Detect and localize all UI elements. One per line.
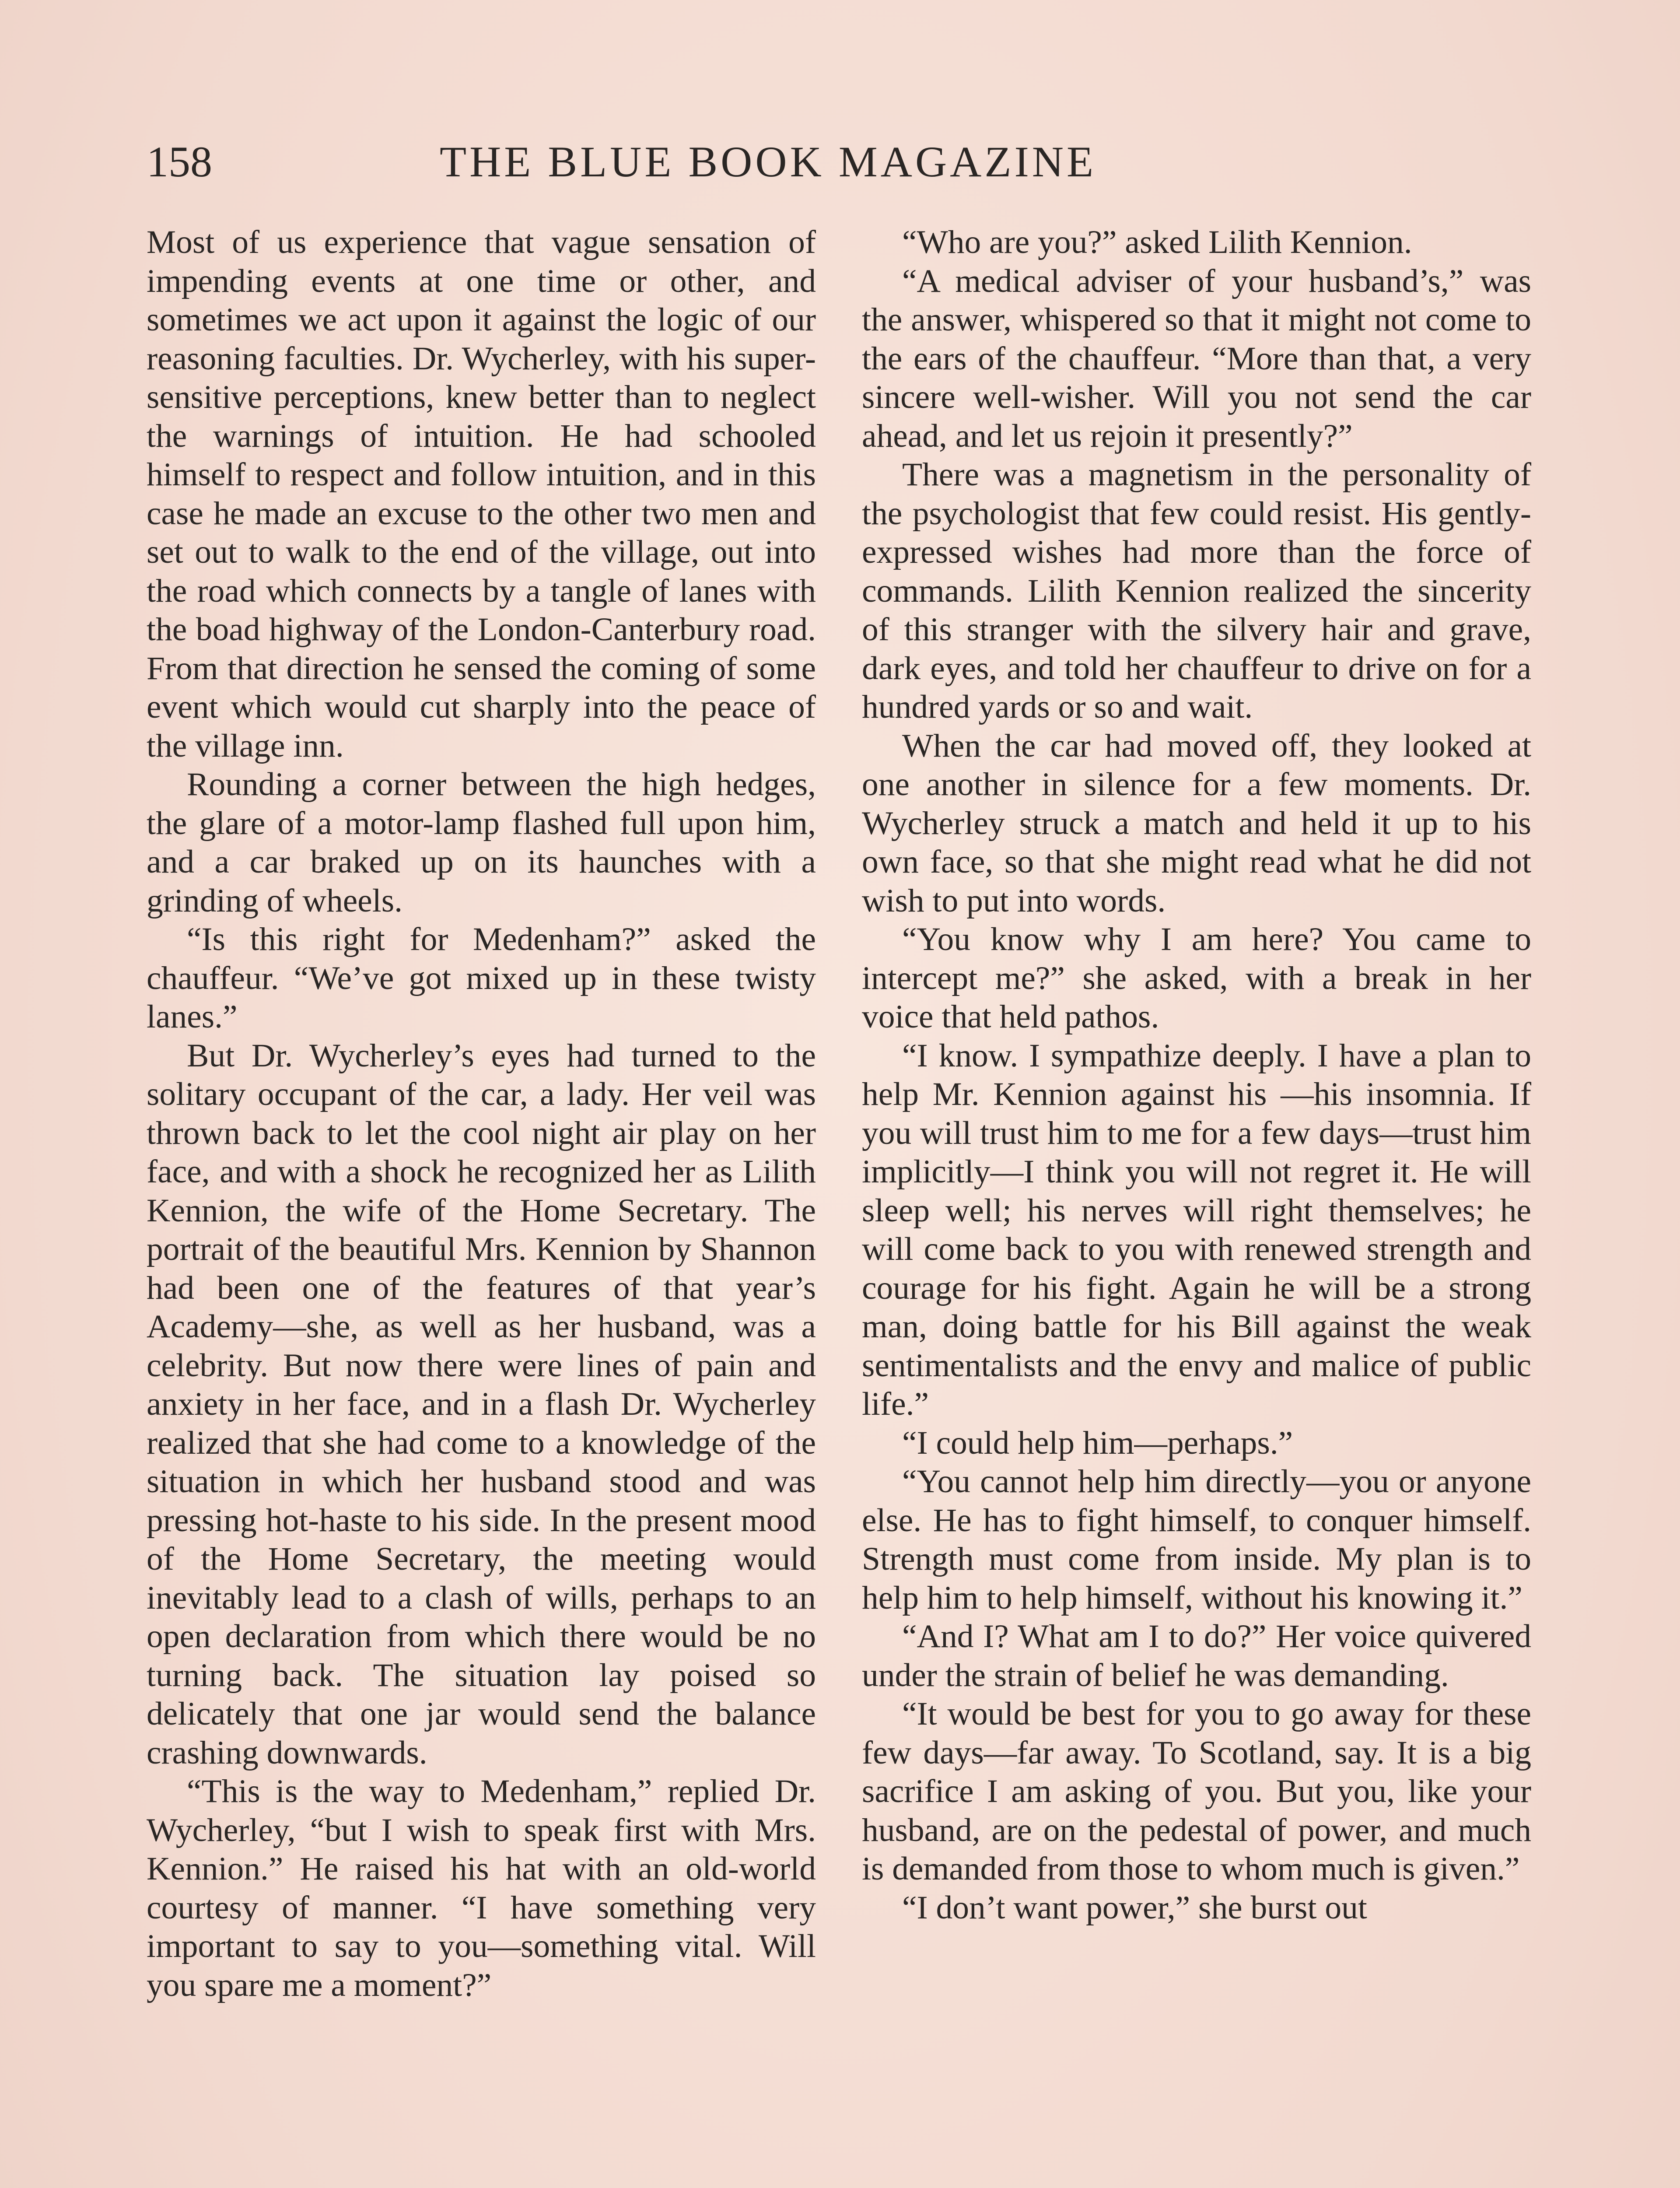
- paragraph: “And I? What am I to do?” Her voice quivered under the strain of belief he was demanding.: [862, 1618, 1531, 1694]
- paragraph: “I don’t want power,” she burst out: [902, 1889, 1367, 1926]
- paragraph: “You cannot help him directly—you or anyone else. He has to fight himself, to conquer himself. Strength must come from inside. My plan is to help him to help himself, without his knowing it.”: [862, 1463, 1531, 1616]
- paragraph: Rounding a corner between the high hedges, the glare of a motor-lamp flashed full upon him, and a car braked up on its haunches with a grinding of wheels.: [147, 766, 816, 919]
- paragraph: “It would be best for you to go away for these few days—far away. To Scotland, say. It is a big sacrifice I am asking of you. But you, like your husband, are on the pedestal of power, and much is demanded from those to whom much is given.”: [862, 1696, 1531, 1887]
- paragraph: “Is this right for Medenham?” asked the chauffeur. “We’ve got mixed up in these twisty lanes.”: [147, 921, 816, 1035]
- magazine-title: THE BLUE BOOK MAGAZINE: [440, 137, 1097, 186]
- paragraph: “This is the way to Medenham,” replied Dr. Wycherley, “but I wish to speak first with Mrs. Kennion.” He raised his hat with an old-world courtesy of manner. “I have something very important to say to you—something vital. Will you spare me a moment?”: [147, 1773, 816, 2003]
- paragraph: “I could help him—perhaps.”: [902, 1424, 1293, 1461]
- paragraph: “Who are you?” asked Lilith Kennion.: [902, 224, 1412, 260]
- page-header: [147, 131, 1533, 193]
- page-number: 158: [147, 137, 212, 186]
- right-column: [862, 223, 1531, 1927]
- paragraph: There was a magnetism in the personality of the psychologist that few could resist. His gently-expressed wishes had more than the force of commands. Lilith Kennion realized the sincerity of this stranger with the silvery hair and grave, dark eyes, and told her chauffeur to drive on for a hundred yards or so and wait.: [862, 456, 1531, 725]
- paragraph: “A medical adviser of your husband’s,” was the answer, whispered so that it might not come to the ears of the chauffeur. “More than that, a very sincere well-wisher. Will you not send the car ahead, and let us rejoin it presently?”: [862, 263, 1531, 454]
- paragraph: But Dr. Wycherley’s eyes had turned to the solitary occupant of the car, a lady. Her veil was thrown back to let the cool night air play on her face, and with a shock he recognized her as Lilith Kennion, the wife of the Home Secretary. The portrait of the beautiful Mrs. Kennion by Shannon had been one of the features of that year’s Academy—she, as well as her husband, was a celebrity. But now there were lines of pain and anxiety in her face, and in a flash Dr. Wycherley realized that she had come to a knowledge of the situation in which her husband stood and was pressing hot-haste to his side. In the present mood of the Home Secretary, the meeting would inevitably lead to a clash of wills, perhaps to an open declaration from which there would be no turning back. The situation lay poised so delicately that one jar would send the balance crashing downwards.: [147, 1037, 816, 1771]
- paragraph: “You know why I am here? You came to intercept me?” she asked, with a break in her voice that held pathos.: [862, 921, 1531, 1035]
- paragraph: When the car had moved off, they looked at one another in silence for a few moments. Dr. Wycherley struck a match and held it up to his own face, so that she might read what he did not wish to put into words.: [862, 727, 1531, 919]
- paragraph: Most of us experience that vague sensation of impending events at one time or other, and sometimes we act upon it against the logic of our reasoning faculties. Dr. Wycherley, with his super-sensitive perceptions, knew better than to neglect the warnings of intuition. He had schooled himself to respect and follow intuition, and in this case he made an excuse to the other two men and set out to walk to the end of the village, out into the road which connects by a tangle of lanes with the boad highway of the London-Canterbury road. From that direction he sensed the coming of some event which would cut sharply into the peace of the village inn.: [147, 224, 816, 764]
- left-column: [147, 223, 816, 2005]
- paragraph: “I know. I sympathize deeply. I have a plan to help Mr. Kennion against his —his insomnia. If you will trust him to me for a few days—trust him implicitly—I think you will not regret it. He will sleep well; his nerves will right themselves; he will come back to you with renewed strength and courage for his fight. Again he will be a strong man, doing battle for his Bill against the weak sentimentalists and the envy and malice of public life.”: [862, 1037, 1531, 1422]
